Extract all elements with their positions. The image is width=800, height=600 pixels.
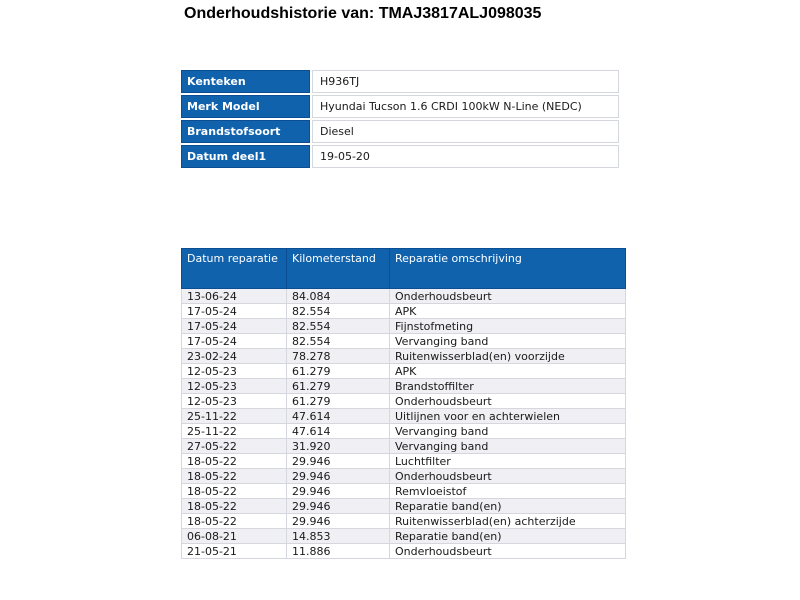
table-row — [182, 529, 626, 544]
cell-description: APK — [390, 364, 626, 379]
cell-odometer: 61.279 — [287, 379, 390, 394]
table-row — [182, 424, 626, 439]
cell-date: 27-05-22 — [182, 439, 287, 454]
cell-odometer: 29.946 — [287, 514, 390, 529]
cell-date: 18-05-22 — [182, 499, 287, 514]
cell-date: 25-11-22 — [182, 424, 287, 439]
cell-date: 18-05-22 — [182, 469, 287, 484]
column-header: Datum reparatie — [182, 249, 287, 289]
cell-date: 12-05-23 — [182, 394, 287, 409]
cell-date: 06-08-21 — [182, 529, 287, 544]
table-row — [182, 484, 626, 499]
cell-odometer: 29.946 — [287, 469, 390, 484]
cell-description: Onderhoudsbeurt — [390, 544, 626, 559]
table-row — [182, 439, 626, 454]
cell-date: 23-02-24 — [182, 349, 287, 364]
table-row — [182, 469, 626, 484]
cell-odometer: 14.853 — [287, 529, 390, 544]
vehicle-info-body — [181, 70, 619, 168]
cell-odometer: 47.614 — [287, 424, 390, 439]
cell-description: Onderhoudsbeurt — [390, 394, 626, 409]
cell-odometer: 29.946 — [287, 499, 390, 514]
cell-odometer: 29.946 — [287, 484, 390, 499]
maintenance-history-table — [181, 248, 626, 559]
table-row — [182, 379, 626, 394]
cell-odometer: 82.554 — [287, 319, 390, 334]
table-row — [182, 544, 626, 559]
table-row — [182, 319, 626, 334]
cell-description: Onderhoudsbeurt — [390, 289, 626, 304]
info-label: Kenteken — [181, 70, 310, 93]
cell-description: APK — [390, 304, 626, 319]
cell-date: 25-11-22 — [182, 409, 287, 424]
history-body — [182, 289, 626, 559]
cell-odometer: 61.279 — [287, 364, 390, 379]
cell-description: Uitlijnen voor en achterwielen — [390, 409, 626, 424]
info-row — [181, 145, 619, 168]
history-header-row — [182, 249, 626, 289]
cell-description: Reparatie band(en) — [390, 499, 626, 514]
cell-date: 18-05-22 — [182, 514, 287, 529]
table-row — [182, 364, 626, 379]
cell-odometer: 29.946 — [287, 454, 390, 469]
info-label: Datum deel1 — [181, 145, 310, 168]
cell-date: 17-05-24 — [182, 304, 287, 319]
info-label: Merk Model — [181, 95, 310, 118]
info-row — [181, 70, 619, 93]
cell-odometer: 82.554 — [287, 304, 390, 319]
cell-date: 21-05-21 — [182, 544, 287, 559]
cell-description: Brandstoffilter — [390, 379, 626, 394]
cell-date: 17-05-24 — [182, 334, 287, 349]
cell-odometer: 82.554 — [287, 334, 390, 349]
cell-description: Vervanging band — [390, 334, 626, 349]
vehicle-info-table — [179, 68, 621, 170]
cell-date: 17-05-24 — [182, 319, 287, 334]
cell-odometer: 84.084 — [287, 289, 390, 304]
table-row — [182, 409, 626, 424]
cell-date: 12-05-23 — [182, 364, 287, 379]
column-header: Kilometerstand — [287, 249, 390, 289]
cell-odometer: 78.278 — [287, 349, 390, 364]
table-row — [182, 334, 626, 349]
cell-description: Onderhoudsbeurt — [390, 469, 626, 484]
cell-description: Fijnstofmeting — [390, 319, 626, 334]
cell-date: 12-05-23 — [182, 379, 287, 394]
cell-date: 18-05-22 — [182, 454, 287, 469]
history-header — [182, 249, 626, 289]
column-header: Reparatie omschrijving — [390, 249, 626, 289]
cell-description: Ruitenwisserblad(en) voorzijde — [390, 349, 626, 364]
table-row — [182, 514, 626, 529]
page-title: Onderhoudshistorie van: TMAJ3817ALJ098035 — [184, 5, 542, 22]
info-value: Hyundai Tucson 1.6 CRDI 100kW N-Line (NEDC) — [312, 95, 619, 118]
table-row — [182, 454, 626, 469]
cell-date: 18-05-22 — [182, 484, 287, 499]
cell-description: Ruitenwisserblad(en) achterzijde — [390, 514, 626, 529]
cell-date: 13-06-24 — [182, 289, 287, 304]
cell-odometer: 11.886 — [287, 544, 390, 559]
table-row — [182, 394, 626, 409]
table-row — [182, 304, 626, 319]
table-row — [182, 289, 626, 304]
cell-description: Remvloeistof — [390, 484, 626, 499]
cell-description: Luchtfilter — [390, 454, 626, 469]
cell-description: Vervanging band — [390, 439, 626, 454]
cell-description: Vervanging band — [390, 424, 626, 439]
info-value: 19-05-20 — [312, 145, 619, 168]
info-value: Diesel — [312, 120, 619, 143]
cell-odometer: 61.279 — [287, 394, 390, 409]
cell-description: Reparatie band(en) — [390, 529, 626, 544]
cell-odometer: 31.920 — [287, 439, 390, 454]
info-row — [181, 95, 619, 118]
table-row — [182, 349, 626, 364]
info-value: H936TJ — [312, 70, 619, 93]
info-row — [181, 120, 619, 143]
table-row — [182, 499, 626, 514]
info-label: Brandstofsoort — [181, 120, 310, 143]
cell-odometer: 47.614 — [287, 409, 390, 424]
